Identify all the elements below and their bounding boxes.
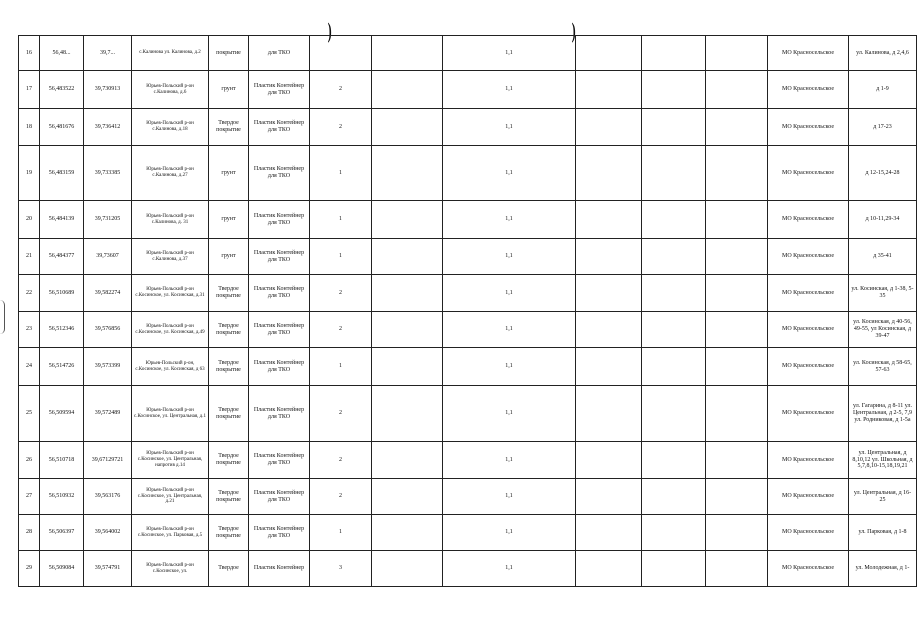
- empty-cell: [372, 239, 443, 275]
- empty-cell: [642, 109, 706, 146]
- row-number: 19: [19, 146, 40, 201]
- empty-cell: [372, 36, 443, 71]
- address-cell: с.Калинова ул. Калинова, д.2: [132, 36, 209, 71]
- empty-cell: [706, 146, 768, 201]
- scan-artifact-left: ): [327, 18, 332, 43]
- scan-artifact-right: ): [571, 18, 576, 43]
- longitude-cell: 39,564002: [84, 515, 132, 551]
- table-row: [19, 71, 917, 109]
- address-cell: Юрьев-Польский р-он с.Калинова, д.27: [132, 146, 209, 201]
- empty-cell: [576, 201, 642, 239]
- volume-cell: 1,1: [443, 36, 576, 71]
- empty-cell: [706, 275, 768, 312]
- container-count-cell: 2: [310, 386, 372, 442]
- container-type-cell: Пластик Контейнер для ТКО: [249, 348, 310, 386]
- address-cell: Юрьев-Польский р-он с.Косинское, ул. Центральная, д.1: [132, 386, 209, 442]
- longitude-cell: 39,7...: [84, 36, 132, 71]
- organization-cell: МО Красносельское: [768, 442, 849, 479]
- surface-cell: Твердое покрытие: [209, 442, 249, 479]
- empty-cell: [642, 312, 706, 348]
- empty-cell: [706, 348, 768, 386]
- container-count-cell: 2: [310, 442, 372, 479]
- longitude-cell: 39,573399: [84, 348, 132, 386]
- empty-cell: [706, 312, 768, 348]
- empty-cell: [576, 348, 642, 386]
- organization-cell: МО Красносельское: [768, 515, 849, 551]
- address-cell: Юрьев-Польский р-он с.Косинское, ул. Центральная, д.21: [132, 479, 209, 515]
- empty-cell: [642, 201, 706, 239]
- row-number: 18: [19, 109, 40, 146]
- surface-cell: Твердое покрытие: [209, 515, 249, 551]
- container-count-cell: 1: [310, 348, 372, 386]
- address-cell: Юрьев-Польский р-он с.Косинское, ул. Косинская, д.31: [132, 275, 209, 312]
- latitude-cell: 56,510718: [40, 442, 84, 479]
- container-type-cell: Пластик Контейнер для ТКО: [249, 312, 310, 348]
- surface-cell: Твердое покрытие: [209, 386, 249, 442]
- surface-cell: покрытие: [209, 36, 249, 71]
- table-row: [19, 551, 917, 587]
- table-row: [19, 146, 917, 201]
- address-cell: Юрьев-Польский р-он с.Калинова, д.6: [132, 71, 209, 109]
- latitude-cell: 56,481676: [40, 109, 84, 146]
- organization-cell: МО Красносельское: [768, 479, 849, 515]
- latitude-cell: 56,48...: [40, 36, 84, 71]
- surface-cell: Твердое покрытие: [209, 312, 249, 348]
- empty-cell: [642, 551, 706, 587]
- organization-cell: МО Красносельское: [768, 71, 849, 109]
- empty-cell: [372, 312, 443, 348]
- longitude-cell: 39,73607: [84, 239, 132, 275]
- empty-cell: [576, 71, 642, 109]
- container-count-cell: 2: [310, 71, 372, 109]
- organization-cell: МО Красносельское: [768, 551, 849, 587]
- page-edge-mark: [0, 300, 5, 334]
- table-row: [19, 239, 917, 275]
- row-number: 17: [19, 71, 40, 109]
- empty-cell: [706, 71, 768, 109]
- empty-cell: [642, 146, 706, 201]
- container-count-cell: [310, 36, 372, 71]
- empty-cell: [372, 348, 443, 386]
- longitude-cell: 39,572489: [84, 386, 132, 442]
- container-type-cell: Пластик Контейнер: [249, 551, 310, 587]
- houses-served-cell: д 10-11,29-34: [849, 201, 917, 239]
- houses-served-cell: ул. Центральная, д 16-25: [849, 479, 917, 515]
- empty-cell: [576, 515, 642, 551]
- row-number: 26: [19, 442, 40, 479]
- houses-served-cell: ул. Косинская, д 58-65, 57-63: [849, 348, 917, 386]
- surface-cell: Твердое покрытие: [209, 275, 249, 312]
- table-row: [19, 386, 917, 442]
- houses-served-cell: д 35-41: [849, 239, 917, 275]
- table-row: [19, 348, 917, 386]
- row-number: 28: [19, 515, 40, 551]
- latitude-cell: 56,512346: [40, 312, 84, 348]
- container-count-cell: 2: [310, 275, 372, 312]
- container-type-cell: Пластик Контейнер для ТКО: [249, 71, 310, 109]
- empty-cell: [706, 479, 768, 515]
- address-cell: Юрьев-Польский р-он, с.Косинское, ул. Косинская, д 63: [132, 348, 209, 386]
- empty-cell: [372, 109, 443, 146]
- address-cell: Юрьев-Польский р-он с.Калинова, д. 31: [132, 201, 209, 239]
- latitude-cell: 56,484139: [40, 201, 84, 239]
- container-count-cell: 3: [310, 551, 372, 587]
- organization-cell: МО Красносельское: [768, 201, 849, 239]
- row-number: 21: [19, 239, 40, 275]
- surface-cell: грунт: [209, 146, 249, 201]
- latitude-cell: 56,509594: [40, 386, 84, 442]
- surface-cell: грунт: [209, 239, 249, 275]
- empty-cell: [372, 551, 443, 587]
- organization-cell: МО Красносельское: [768, 146, 849, 201]
- empty-cell: [576, 239, 642, 275]
- volume-cell: 1,1: [443, 386, 576, 442]
- organization-cell: МО Красносельское: [768, 386, 849, 442]
- organization-cell: МО Красносельское: [768, 109, 849, 146]
- houses-served-cell: ул. Калинова, д 2,4,6: [849, 36, 917, 71]
- address-cell: Юрьев-Польский р-он с.Калинова, д.18: [132, 109, 209, 146]
- houses-served-cell: ул. Гагарина, д 8-11 ул. Центральная, д 2-5, 7,9 ул. Родниковая, д 1-5а: [849, 386, 917, 442]
- empty-cell: [642, 386, 706, 442]
- address-cell: Юрьев-Польский р-он с.Косинское, ул.: [132, 551, 209, 587]
- houses-served-cell: ул. Косинская, д 1-38, 5-35: [849, 275, 917, 312]
- container-count-cell: 2: [310, 109, 372, 146]
- table-row: [19, 515, 917, 551]
- address-cell: Юрьев-Польский р-он с.Калинова, д.37: [132, 239, 209, 275]
- empty-cell: [706, 36, 768, 71]
- volume-cell: 1,1: [443, 146, 576, 201]
- empty-cell: [642, 239, 706, 275]
- container-count-cell: 1: [310, 201, 372, 239]
- row-number: 24: [19, 348, 40, 386]
- empty-cell: [576, 146, 642, 201]
- houses-served-cell: д 17-23: [849, 109, 917, 146]
- latitude-cell: 56,510932: [40, 479, 84, 515]
- houses-served-cell: ул. Центральная, д 8,10,12 ул. Школьная, д 5,7,8,10-15,18,19,21: [849, 442, 917, 479]
- table-row: [19, 275, 917, 312]
- latitude-cell: 56,506397: [40, 515, 84, 551]
- organization-cell: МО Красносельское: [768, 348, 849, 386]
- empty-cell: [372, 386, 443, 442]
- empty-cell: [642, 36, 706, 71]
- volume-cell: 1,1: [443, 275, 576, 312]
- empty-cell: [372, 442, 443, 479]
- surface-cell: Твердое покрытие: [209, 348, 249, 386]
- surface-cell: Твердое покрытие: [209, 109, 249, 146]
- table-row: [19, 442, 917, 479]
- container-type-cell: Пластик Контейнер для ТКО: [249, 275, 310, 312]
- surface-cell: Твердое: [209, 551, 249, 587]
- container-type-cell: Пластик Контейнер для ТКО: [249, 239, 310, 275]
- container-type-cell: Пластик Контейнер для ТКО: [249, 146, 310, 201]
- empty-cell: [706, 551, 768, 587]
- container-type-cell: для ТКО: [249, 36, 310, 71]
- row-number: 23: [19, 312, 40, 348]
- address-cell: Юрьев-Польский р-он с.Косинское, ул. Парковая, д.5: [132, 515, 209, 551]
- volume-cell: 1,1: [443, 71, 576, 109]
- container-type-cell: Пластик Контейнер для ТКО: [249, 515, 310, 551]
- volume-cell: 1,1: [443, 239, 576, 275]
- container-type-cell: Пластик Контейнер для ТКО: [249, 201, 310, 239]
- latitude-cell: 56,514726: [40, 348, 84, 386]
- longitude-cell: 39,733385: [84, 146, 132, 201]
- empty-cell: [576, 442, 642, 479]
- houses-served-cell: ул. Парковая, д 1-8: [849, 515, 917, 551]
- volume-cell: 1,1: [443, 442, 576, 479]
- empty-cell: [706, 109, 768, 146]
- latitude-cell: 56,509084: [40, 551, 84, 587]
- volume-cell: 1,1: [443, 348, 576, 386]
- container-sites-table: [18, 35, 917, 587]
- container-count-cell: 1: [310, 515, 372, 551]
- organization-cell: МО Красносельское: [768, 312, 849, 348]
- empty-cell: [372, 146, 443, 201]
- row-number: 25: [19, 386, 40, 442]
- volume-cell: 1,1: [443, 479, 576, 515]
- surface-cell: Твердое покрытие: [209, 479, 249, 515]
- empty-cell: [576, 479, 642, 515]
- container-type-cell: Пластик Контейнер для ТКО: [249, 442, 310, 479]
- empty-cell: [706, 442, 768, 479]
- latitude-cell: 56,483159: [40, 146, 84, 201]
- table-row: [19, 36, 917, 71]
- latitude-cell: 56,483522: [40, 71, 84, 109]
- organization-cell: МО Красносельское: [768, 239, 849, 275]
- surface-cell: грунт: [209, 201, 249, 239]
- longitude-cell: 39,731205: [84, 201, 132, 239]
- volume-cell: 1,1: [443, 551, 576, 587]
- longitude-cell: 39,736412: [84, 109, 132, 146]
- houses-served-cell: д 12-15,24-28: [849, 146, 917, 201]
- table-row: [19, 109, 917, 146]
- longitude-cell: 39,67129721: [84, 442, 132, 479]
- empty-cell: [642, 348, 706, 386]
- longitude-cell: 39,582274: [84, 275, 132, 312]
- empty-cell: [706, 239, 768, 275]
- empty-cell: [642, 479, 706, 515]
- table-row: [19, 479, 917, 515]
- empty-cell: [642, 515, 706, 551]
- volume-cell: 1,1: [443, 109, 576, 146]
- empty-cell: [576, 275, 642, 312]
- volume-cell: 1,1: [443, 515, 576, 551]
- empty-cell: [576, 386, 642, 442]
- address-cell: Юрьев-Польский р-он с.Косинское, ул. Косинская, д.49: [132, 312, 209, 348]
- latitude-cell: 56,510689: [40, 275, 84, 312]
- container-type-cell: Пластик Контейнер для ТКО: [249, 109, 310, 146]
- row-number: 20: [19, 201, 40, 239]
- empty-cell: [372, 479, 443, 515]
- volume-cell: 1,1: [443, 201, 576, 239]
- empty-cell: [372, 275, 443, 312]
- surface-cell: грунт: [209, 71, 249, 109]
- table-viewport: [18, 49, 914, 574]
- empty-cell: [642, 275, 706, 312]
- empty-cell: [576, 312, 642, 348]
- empty-cell: [576, 109, 642, 146]
- houses-served-cell: ул. Молодежная, д 1-: [849, 551, 917, 587]
- longitude-cell: 39,563176: [84, 479, 132, 515]
- empty-cell: [706, 386, 768, 442]
- empty-cell: [372, 515, 443, 551]
- longitude-cell: 39,574791: [84, 551, 132, 587]
- empty-cell: [372, 201, 443, 239]
- container-count-cell: 1: [310, 239, 372, 275]
- empty-cell: [372, 71, 443, 109]
- container-type-cell: Пластик Контейнер для ТКО: [249, 479, 310, 515]
- houses-served-cell: ул. Косинская, д 40-56, 49-55, ул Косинская, д 39-47: [849, 312, 917, 348]
- table-row: [19, 312, 917, 348]
- address-cell: Юрьев-Польский р-он с.Косинское, ул. Центральная, напротив д.14: [132, 442, 209, 479]
- empty-cell: [642, 442, 706, 479]
- container-count-cell: 1: [310, 146, 372, 201]
- row-number: 22: [19, 275, 40, 312]
- organization-cell: МО Красносельское: [768, 275, 849, 312]
- volume-cell: 1,1: [443, 312, 576, 348]
- longitude-cell: 39,576856: [84, 312, 132, 348]
- empty-cell: [706, 201, 768, 239]
- empty-cell: [576, 36, 642, 71]
- row-number: 29: [19, 551, 40, 587]
- empty-cell: [642, 71, 706, 109]
- row-number: 27: [19, 479, 40, 515]
- houses-served-cell: д 1-9: [849, 71, 917, 109]
- organization-cell: МО Красносельское: [768, 36, 849, 71]
- container-count-cell: 2: [310, 479, 372, 515]
- empty-cell: [706, 515, 768, 551]
- container-type-cell: Пластик Контейнер для ТКО: [249, 386, 310, 442]
- container-count-cell: 2: [310, 312, 372, 348]
- longitude-cell: 39,730913: [84, 71, 132, 109]
- row-number: 16: [19, 36, 40, 71]
- latitude-cell: 56,484377: [40, 239, 84, 275]
- table-row: [19, 201, 917, 239]
- empty-cell: [576, 551, 642, 587]
